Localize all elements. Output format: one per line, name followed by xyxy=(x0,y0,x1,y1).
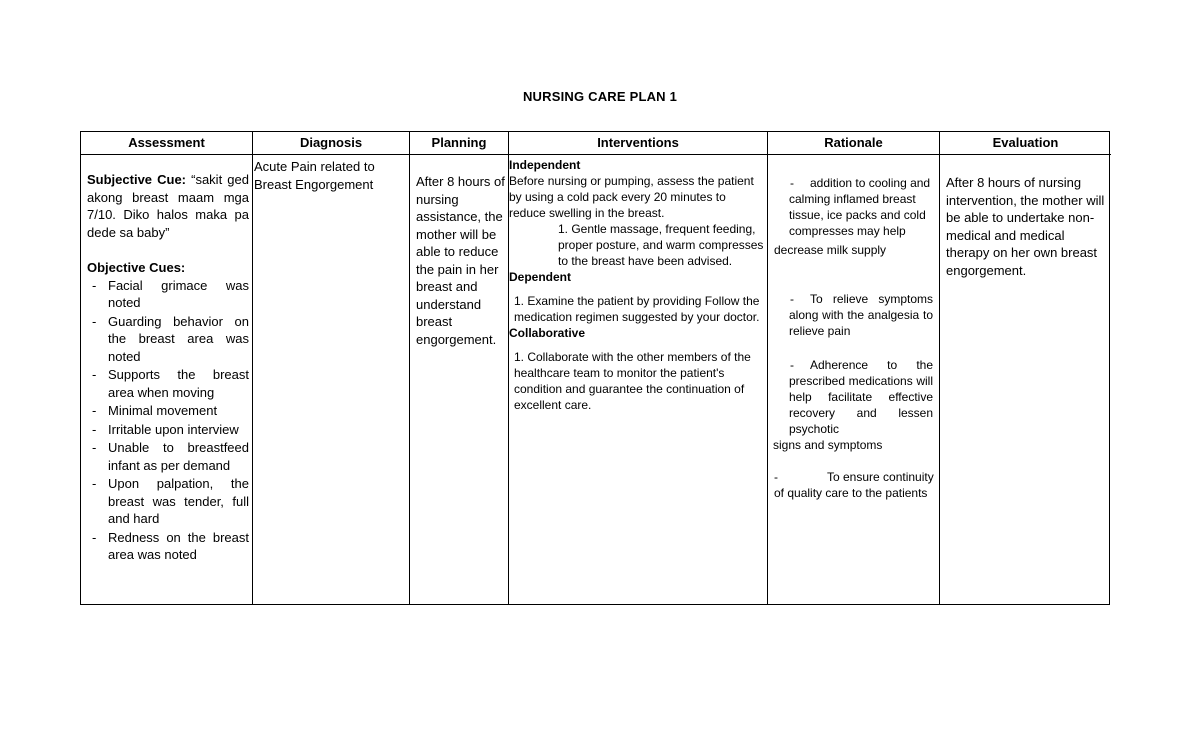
rationale-1-text: addition to cooling and calming inflamed breast tissue, ice packs and cold compresses may help xyxy=(789,176,931,238)
nursing-care-plan-table xyxy=(80,131,1110,605)
interventions-cell xyxy=(509,155,767,413)
independent-text: Before nursing or pumping, assess the patient by using a cold pack every 20 minutes to reduce swelling in the breast. xyxy=(509,174,754,220)
planning-cell: After 8 hours of nursing assistance, the mother will be able to reduce the pain in her breast and understand breast engorgement. xyxy=(416,174,505,347)
objective-cues-label: Objective Cues: xyxy=(87,260,186,275)
rationale-header: Rationale xyxy=(768,132,939,155)
rationale-1-dash: - xyxy=(790,176,794,190)
diagnosis-cell: Acute Pain related to Breast Engorgement xyxy=(254,159,375,192)
page-title: NURSING CARE PLAN 1 xyxy=(522,89,678,104)
assessment-cell xyxy=(81,155,252,564)
subjective-cue-label: Subjective Cue: xyxy=(87,172,187,187)
rationale-3-text: Adherence to the prescribed medications will help facilitate effective recovery and lessen psychotic xyxy=(789,358,933,436)
rationale-4-tail: of quality care to the patients xyxy=(774,486,928,500)
planning-header: Planning xyxy=(410,132,508,155)
rationale-column xyxy=(768,132,940,604)
assessment-header: Assessment xyxy=(81,132,252,155)
collaborative-label: Collaborative xyxy=(509,326,586,340)
assessment-column xyxy=(81,132,253,604)
evaluation-header: Evaluation xyxy=(940,132,1111,155)
evaluation-column xyxy=(940,132,1111,604)
interventions-column xyxy=(509,132,768,604)
objective-cue-item: - Irritable upon interview xyxy=(87,421,249,439)
objective-cue-item: - Facial grimace was noted xyxy=(87,277,249,312)
dependent-label: Dependent xyxy=(509,270,572,284)
objective-cue-item: - Guarding behavior on the breast area was noted xyxy=(87,313,249,366)
objective-cues-list xyxy=(87,277,249,564)
planning-column xyxy=(410,132,509,604)
objective-cue-item: - Unable to breastfeed infant as per demand xyxy=(87,439,249,474)
objective-cue-item: - Upon palpation, the breast was tender, full and hard xyxy=(87,475,249,528)
rationale-4-dash: - xyxy=(774,470,778,484)
dependent-item: 1. Examine the patient by providing Follow the medication regimen suggested by your doctor. xyxy=(514,294,760,324)
evaluation-cell: After 8 hours of nursing intervention, the mother will be able to undertake non-medical and medical therapy on her own breast engorgement. xyxy=(946,175,1105,278)
rationale-2-dash: - xyxy=(790,292,794,306)
independent-label: Independent xyxy=(509,158,581,172)
subjective-cue-text: “sakit ged akong breast maam mga 7/10. Diko halos maka pa dede sa baby” xyxy=(87,172,249,240)
objective-cue-item: - Redness on the breast area was noted xyxy=(87,529,249,564)
objective-cue-item: - Supports the breast area when moving xyxy=(87,366,249,401)
rationale-3-dash: - xyxy=(790,358,794,372)
diagnosis-header: Diagnosis xyxy=(253,132,409,155)
objective-cue-item: - Minimal movement xyxy=(87,402,249,420)
independent-item: 1. Gentle massage, frequent feeding, proper posture, and warm compresses to the breast have been advised. xyxy=(558,222,764,268)
diagnosis-column xyxy=(253,132,410,604)
rationale-4-text: To ensure continuity xyxy=(827,470,934,484)
rationale-2-text: To relieve symptoms along with the analgesia to relieve pain xyxy=(789,292,933,338)
rationale-3-tail: signs and symptoms xyxy=(773,438,883,452)
rationale-1-tail: decrease milk supply xyxy=(774,243,887,257)
rationale-cell xyxy=(768,155,939,595)
collaborative-item: 1. Collaborate with the other members of the healthcare team to monitor the patient's condition and guarantee the continuation of excellent care. xyxy=(514,350,751,412)
interventions-header: Interventions xyxy=(509,132,767,155)
subjective-cue xyxy=(87,171,249,241)
